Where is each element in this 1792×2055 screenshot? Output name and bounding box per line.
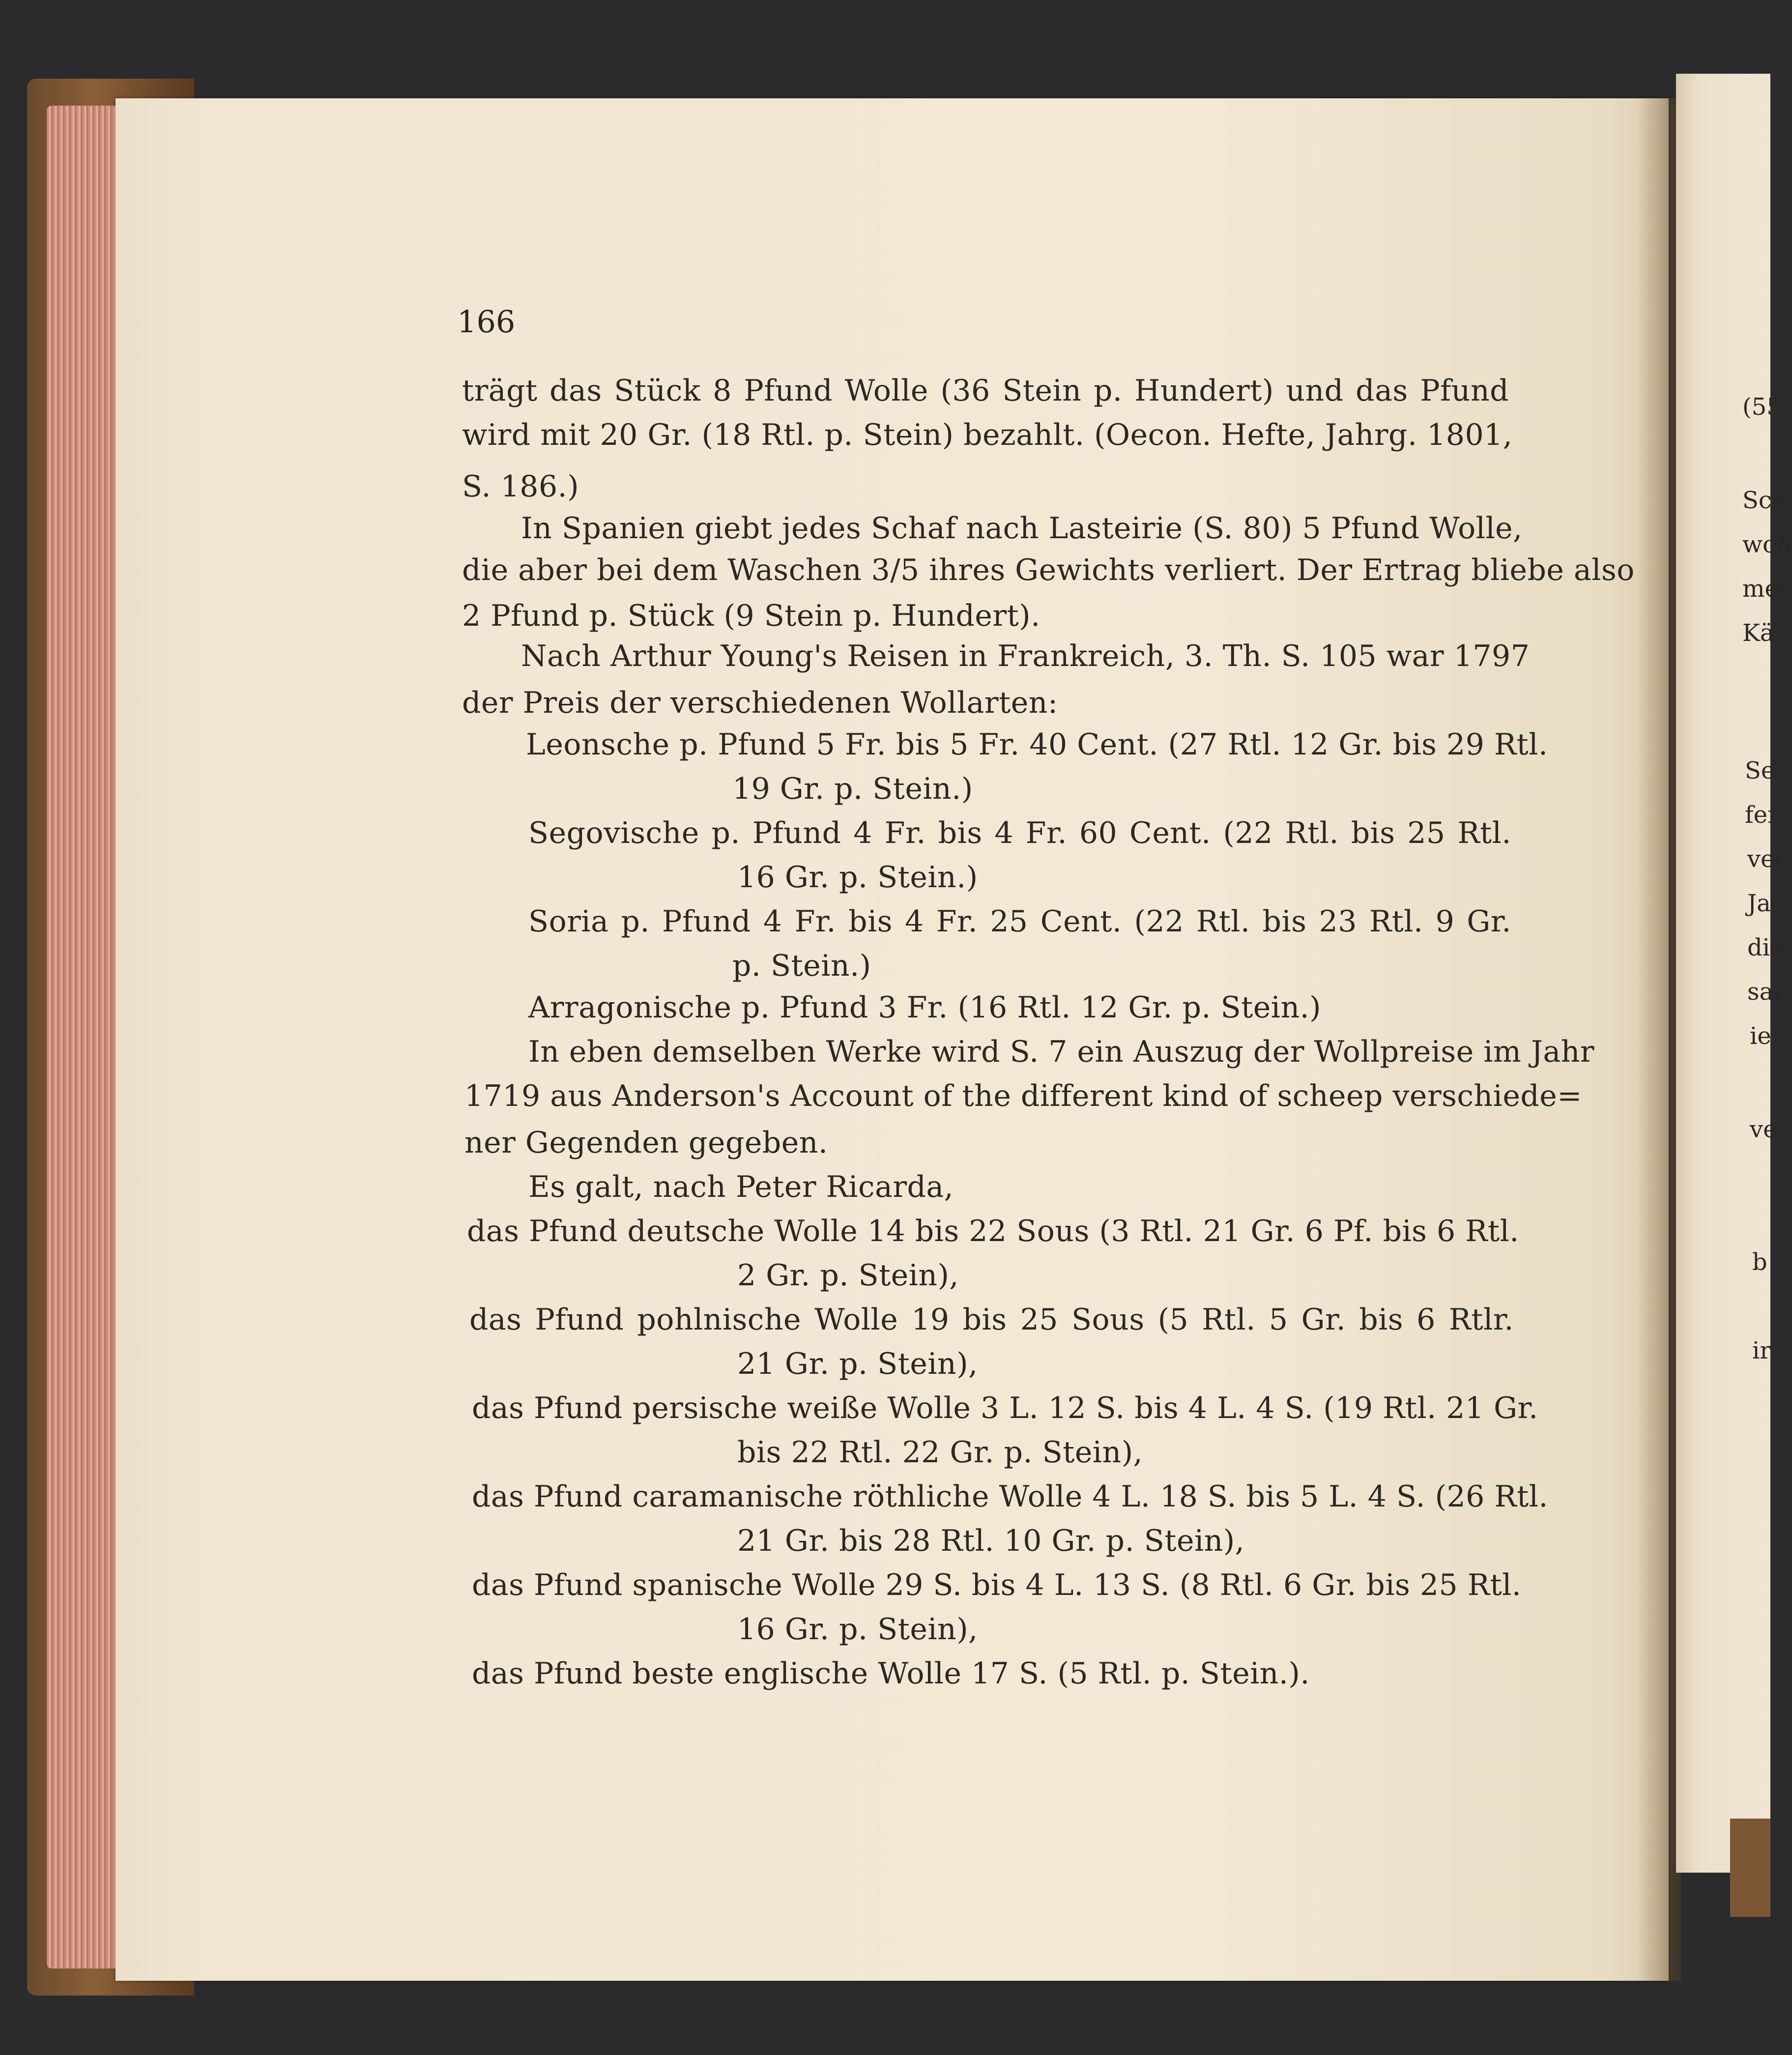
right-page-fragment: b xyxy=(1752,1248,1767,1276)
right-page-fragment: woh xyxy=(1742,531,1792,558)
text-line: 2 Pfund p. Stück (9 Stein p. Hundert). xyxy=(462,599,1041,633)
text-line: S. 186.) xyxy=(462,469,579,504)
text-line: 2 Gr. p. Stein), xyxy=(737,1258,959,1293)
book-cover-right xyxy=(1730,1819,1770,1917)
right-page-fragment: Se xyxy=(1745,757,1775,784)
right-page-fragment: fer xyxy=(1745,801,1779,829)
right-page-fragment: mei xyxy=(1742,575,1787,603)
text-line: Segovische p. Pfund 4 Fr. bis 4 Fr. 60 Cent. (22 Rtl. bis 25 Rtl. xyxy=(528,816,1511,850)
text-line: Leonsche p. Pfund 5 Fr. bis 5 Fr. 40 Cent. (27 Rtl. 12 Gr. bis 29 Rtl. xyxy=(526,727,1548,762)
text-line: das Pfund persische weiße Wolle 3 L. 12 S. bis 4 L. 4 S. (19 Rtl. 21 Gr. xyxy=(472,1391,1538,1425)
text-line: Arragonische p. Pfund 3 Fr. (16 Rtl. 12 Gr. p. Stein.) xyxy=(528,990,1322,1025)
page-fore-edge xyxy=(47,106,125,1968)
right-page-fragment: (55 xyxy=(1742,393,1782,421)
text-line: Es galt, nach Peter Ricarda, xyxy=(528,1170,954,1204)
text-line: In Spanien giebt jedes Schaf nach Lasteirie (S. 80) 5 Pfund Wolle, xyxy=(521,511,1523,546)
text-line: wird mit 20 Gr. (18 Rtl. p. Stein) bezahlt. (Oecon. Hefte, Jahrg. 1801, xyxy=(462,418,1513,452)
right-page-fragment: sai xyxy=(1747,978,1781,1006)
text-line: 19 Gr. p. Stein.) xyxy=(732,772,973,806)
right-page-fragment: die xyxy=(1747,934,1784,961)
right-page-fragment: ver xyxy=(1747,845,1786,873)
text-line: 1719 aus Anderson's Account of the different kind of scheep verschiede= xyxy=(464,1079,1583,1113)
right-page-fragment: Kä xyxy=(1742,619,1774,647)
text-line: Nach Arthur Young's Reisen in Frankreich, 3. Th. S. 105 war 1797 xyxy=(521,639,1530,673)
text-line: p. Stein.) xyxy=(732,949,871,983)
book-gutter xyxy=(1637,98,1681,1981)
right-page xyxy=(1676,74,1770,1873)
text-line: 16 Gr. p. Stein), xyxy=(737,1612,978,1647)
text-line: Soria p. Pfund 4 Fr. bis 4 Fr. 25 Cent. (22 Rtl. bis 23 Rtl. 9 Gr. xyxy=(528,904,1511,939)
text-line: bis 22 Rtl. 22 Gr. p. Stein), xyxy=(737,1435,1143,1470)
text-line: das Pfund beste englische Wolle 17 S. (5 Rtl. p. Stein.). xyxy=(472,1656,1310,1691)
text-line: ner Gegenden gegeben. xyxy=(464,1126,828,1160)
text-line: das Pfund deutsche Wolle 14 bis 22 Sous (3 Rtl. 21 Gr. 6 Pf. bis 6 Rtl. xyxy=(467,1214,1519,1248)
text-line: 21 Gr. bis 28 Rtl. 10 Gr. p. Stein), xyxy=(737,1524,1245,1558)
right-page-fragment: ve xyxy=(1750,1116,1777,1143)
text-line: der Preis der verschiedenen Wollarten: xyxy=(462,686,1058,720)
text-line: das Pfund caramanische röthliche Wolle 4 L. 18 S. bis 5 L. 4 S. (26 Rtl. xyxy=(472,1479,1548,1514)
text-line: das Pfund spanische Wolle 29 S. bis 4 L. 13 S. (8 Rtl. 6 Gr. bis 25 Rtl. xyxy=(472,1568,1522,1602)
right-page-fragment: Sch xyxy=(1742,487,1787,514)
text-line: trägt das Stück 8 Pfund Wolle (36 Stein p. Hundert) und das Pfund xyxy=(462,374,1509,408)
text-line: 21 Gr. p. Stein), xyxy=(737,1347,978,1381)
text-line: die aber bei dem Waschen 3/5 ihres Gewichts verliert. Der Ertrag bliebe also xyxy=(462,553,1635,587)
page-number: 166 xyxy=(457,304,516,340)
right-page-fragment: ir xyxy=(1752,1337,1771,1364)
text-line: das Pfund pohlnische Wolle 19 bis 25 Sous (5 Rtl. 5 Gr. bis 6 Rtlr. xyxy=(469,1302,1514,1337)
text-line: 16 Gr. p. Stein.) xyxy=(737,860,978,895)
right-page-fragment: Ja xyxy=(1747,890,1771,917)
right-page-fragment: ie xyxy=(1750,1022,1771,1050)
text-line: In eben demselben Werke wird S. 7 ein Auszug der Wollpreise im Jahr xyxy=(528,1035,1595,1069)
